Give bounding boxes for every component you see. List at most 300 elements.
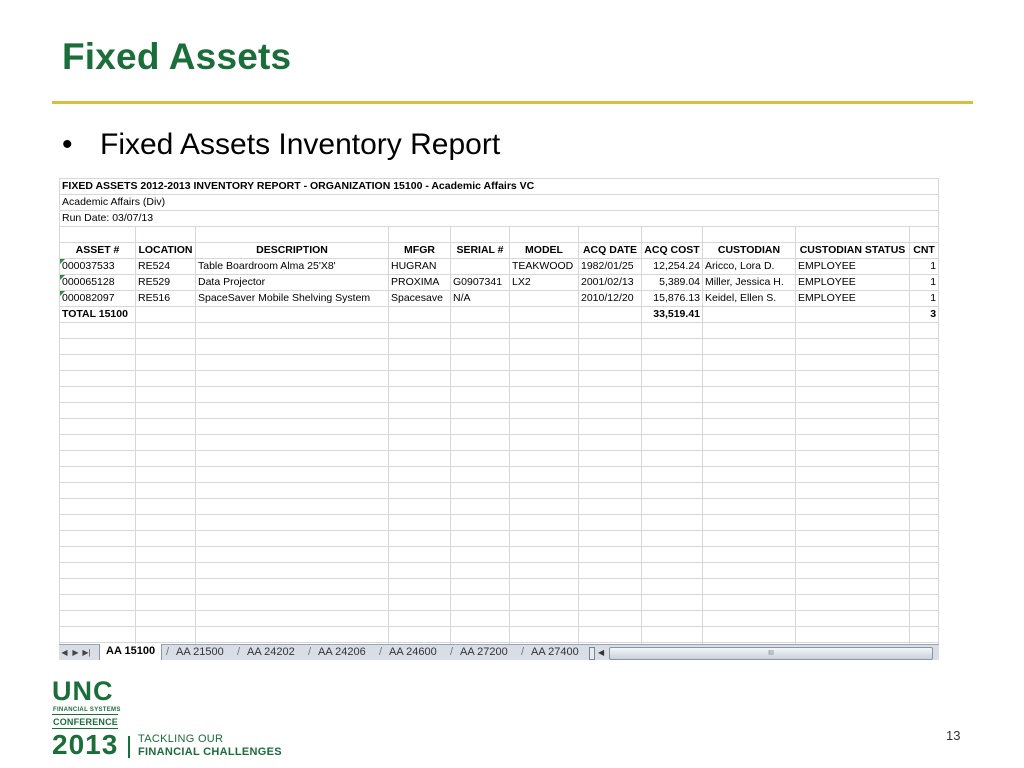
empty-cell[interactable] [642, 403, 703, 419]
empty-cell[interactable] [703, 307, 796, 323]
empty-cell[interactable] [703, 467, 796, 483]
column-header[interactable]: SERIAL # [451, 243, 510, 259]
empty-cell[interactable] [703, 451, 796, 467]
data-cell[interactable]: 12,254.24 [642, 259, 703, 275]
sheet-tab[interactable]: AA 24600 [389, 646, 437, 658]
empty-cell[interactable] [451, 371, 510, 387]
empty-cell[interactable] [910, 403, 939, 419]
run-date-cell[interactable]: Run Date: 03/07/13 [60, 211, 939, 227]
empty-cell[interactable] [579, 627, 642, 643]
empty-cell[interactable] [451, 387, 510, 403]
empty-cell[interactable] [196, 371, 389, 387]
empty-cell[interactable] [510, 339, 579, 355]
column-header[interactable]: CUSTODIAN [703, 243, 796, 259]
data-cell[interactable]: RE529 [136, 275, 196, 291]
empty-cell[interactable] [510, 435, 579, 451]
empty-cell[interactable] [60, 227, 136, 243]
empty-cell[interactable] [451, 403, 510, 419]
empty-cell[interactable] [60, 627, 136, 643]
empty-cell[interactable] [703, 563, 796, 579]
sheet-tab[interactable]: AA 27400 [531, 646, 579, 658]
empty-cell[interactable] [703, 387, 796, 403]
column-header[interactable]: MFGR [389, 243, 451, 259]
empty-cell[interactable] [389, 595, 451, 611]
empty-cell[interactable] [579, 563, 642, 579]
total-label-cell[interactable]: TOTAL 15100 [60, 307, 136, 323]
asset-number-cell[interactable]: 000082097 [60, 291, 136, 307]
empty-cell[interactable] [510, 307, 579, 323]
empty-cell[interactable] [796, 467, 910, 483]
empty-cell[interactable] [451, 419, 510, 435]
empty-cell[interactable] [389, 451, 451, 467]
empty-cell[interactable] [910, 627, 939, 643]
empty-cell[interactable] [136, 627, 196, 643]
empty-cell[interactable] [60, 323, 136, 339]
empty-cell[interactable] [910, 547, 939, 563]
empty-cell[interactable] [136, 531, 196, 547]
empty-cell[interactable] [451, 227, 510, 243]
empty-cell[interactable] [910, 531, 939, 547]
empty-cell[interactable] [389, 579, 451, 595]
empty-cell[interactable] [796, 451, 910, 467]
empty-cell[interactable] [510, 419, 579, 435]
empty-cell[interactable] [579, 387, 642, 403]
data-cell[interactable]: 1 [910, 275, 939, 291]
empty-cell[interactable] [910, 355, 939, 371]
empty-cell[interactable] [796, 515, 910, 531]
empty-cell[interactable] [136, 403, 196, 419]
empty-cell[interactable] [510, 403, 579, 419]
empty-cell[interactable] [703, 435, 796, 451]
empty-cell[interactable] [510, 483, 579, 499]
empty-cell[interactable] [136, 595, 196, 611]
empty-cell[interactable] [579, 483, 642, 499]
column-header[interactable]: CUSTODIAN STATUS [796, 243, 910, 259]
column-header[interactable]: DESCRIPTION [196, 243, 389, 259]
empty-cell[interactable] [796, 531, 910, 547]
data-cell[interactable] [451, 259, 510, 275]
empty-cell[interactable] [703, 499, 796, 515]
empty-cell[interactable] [579, 579, 642, 595]
empty-cell[interactable] [642, 563, 703, 579]
empty-cell[interactable] [579, 499, 642, 515]
empty-cell[interactable] [136, 499, 196, 515]
empty-cell[interactable] [796, 387, 910, 403]
empty-cell[interactable] [796, 355, 910, 371]
empty-cell[interactable] [451, 579, 510, 595]
empty-cell[interactable] [196, 387, 389, 403]
empty-cell[interactable] [510, 387, 579, 403]
empty-cell[interactable] [60, 387, 136, 403]
empty-cell[interactable] [703, 323, 796, 339]
empty-cell[interactable] [451, 451, 510, 467]
empty-cell[interactable] [642, 499, 703, 515]
empty-cell[interactable] [910, 595, 939, 611]
empty-cell[interactable] [703, 595, 796, 611]
data-cell[interactable]: EMPLOYEE [796, 291, 910, 307]
data-cell[interactable]: N/A [451, 291, 510, 307]
empty-cell[interactable] [389, 227, 451, 243]
empty-cell[interactable] [389, 419, 451, 435]
data-cell[interactable] [510, 291, 579, 307]
empty-cell[interactable] [451, 339, 510, 355]
empty-cell[interactable] [451, 483, 510, 499]
empty-cell[interactable] [60, 531, 136, 547]
data-cell[interactable]: Spacesave [389, 291, 451, 307]
empty-cell[interactable] [579, 355, 642, 371]
data-cell[interactable]: 2001/02/13 [579, 275, 642, 291]
column-header[interactable]: ASSET # [60, 243, 136, 259]
empty-cell[interactable] [510, 371, 579, 387]
empty-cell[interactable] [910, 467, 939, 483]
empty-cell[interactable] [196, 499, 389, 515]
last-sheet-icon[interactable]: ▶| [82, 648, 91, 657]
empty-cell[interactable] [510, 579, 579, 595]
empty-cell[interactable] [389, 483, 451, 499]
empty-cell[interactable] [136, 467, 196, 483]
empty-cell[interactable] [60, 595, 136, 611]
empty-cell[interactable] [389, 611, 451, 627]
empty-cell[interactable] [196, 307, 389, 323]
empty-cell[interactable] [796, 547, 910, 563]
empty-cell[interactable] [703, 611, 796, 627]
empty-cell[interactable] [389, 563, 451, 579]
empty-cell[interactable] [196, 547, 389, 563]
empty-cell[interactable] [642, 483, 703, 499]
empty-cell[interactable] [136, 563, 196, 579]
empty-cell[interactable] [451, 355, 510, 371]
empty-cell[interactable] [910, 451, 939, 467]
empty-cell[interactable] [796, 499, 910, 515]
empty-cell[interactable] [910, 387, 939, 403]
empty-cell[interactable] [60, 499, 136, 515]
horizontal-scrollbar[interactable] [589, 645, 939, 660]
empty-cell[interactable] [579, 323, 642, 339]
data-cell[interactable]: 1982/01/25 [579, 259, 642, 275]
empty-cell[interactable] [796, 419, 910, 435]
empty-cell[interactable] [642, 339, 703, 355]
empty-cell[interactable] [796, 371, 910, 387]
empty-cell[interactable] [196, 627, 389, 643]
empty-cell[interactable] [196, 403, 389, 419]
empty-cell[interactable] [196, 339, 389, 355]
empty-cell[interactable] [796, 403, 910, 419]
empty-cell[interactable] [451, 307, 510, 323]
report-title-cell[interactable]: FIXED ASSETS 2012-2013 INVENTORY REPORT - ORGANIZATION 15100 - Academic Affairs VC [60, 179, 939, 195]
empty-cell[interactable] [579, 595, 642, 611]
empty-cell[interactable] [60, 451, 136, 467]
empty-cell[interactable] [796, 435, 910, 451]
empty-cell[interactable] [910, 339, 939, 355]
empty-cell[interactable] [579, 467, 642, 483]
empty-cell[interactable] [579, 227, 642, 243]
empty-cell[interactable] [510, 499, 579, 515]
empty-cell[interactable] [136, 323, 196, 339]
empty-cell[interactable] [136, 355, 196, 371]
empty-cell[interactable] [796, 611, 910, 627]
empty-cell[interactable] [451, 323, 510, 339]
empty-cell[interactable] [136, 611, 196, 627]
empty-cell[interactable] [910, 371, 939, 387]
data-cell[interactable]: Miller, Jessica H. [703, 275, 796, 291]
sheet-tab[interactable]: AA 15100 [99, 644, 162, 660]
empty-cell[interactable] [703, 419, 796, 435]
empty-cell[interactable] [796, 323, 910, 339]
data-cell[interactable]: G0907341 [451, 275, 510, 291]
empty-cell[interactable] [703, 531, 796, 547]
empty-cell[interactable] [579, 531, 642, 547]
empty-cell[interactable] [910, 515, 939, 531]
empty-cell[interactable] [910, 419, 939, 435]
empty-cell[interactable] [796, 339, 910, 355]
empty-cell[interactable] [196, 531, 389, 547]
data-cell[interactable]: Aricco, Lora D. [703, 259, 796, 275]
sheet-tab[interactable]: AA 21500 [176, 646, 224, 658]
empty-cell[interactable] [579, 403, 642, 419]
empty-cell[interactable] [389, 531, 451, 547]
empty-cell[interactable] [579, 547, 642, 563]
empty-cell[interactable] [196, 595, 389, 611]
empty-cell[interactable] [60, 611, 136, 627]
empty-cell[interactable] [60, 563, 136, 579]
empty-cell[interactable] [60, 339, 136, 355]
empty-cell[interactable] [796, 563, 910, 579]
empty-cell[interactable] [136, 547, 196, 563]
total-count-cell[interactable]: 3 [910, 307, 939, 323]
column-header[interactable]: CNT [910, 243, 939, 259]
empty-cell[interactable] [910, 499, 939, 515]
empty-cell[interactable] [796, 579, 910, 595]
empty-cell[interactable] [510, 227, 579, 243]
column-header[interactable]: LOCATION [136, 243, 196, 259]
empty-cell[interactable] [703, 227, 796, 243]
empty-cell[interactable] [389, 339, 451, 355]
empty-cell[interactable] [60, 371, 136, 387]
tab-split-handle[interactable] [589, 647, 595, 660]
empty-cell[interactable] [510, 547, 579, 563]
empty-cell[interactable] [579, 371, 642, 387]
data-cell[interactable]: 2010/12/20 [579, 291, 642, 307]
empty-cell[interactable] [642, 595, 703, 611]
empty-cell[interactable] [136, 339, 196, 355]
data-cell[interactable]: HUGRAN [389, 259, 451, 275]
empty-cell[interactable] [136, 579, 196, 595]
sheet-tab[interactable]: AA 27200 [460, 646, 508, 658]
sheet-tab[interactable]: AA 24202 [247, 646, 295, 658]
empty-cell[interactable] [136, 483, 196, 499]
empty-cell[interactable] [642, 387, 703, 403]
empty-cell[interactable] [642, 371, 703, 387]
empty-cell[interactable] [451, 563, 510, 579]
empty-cell[interactable] [389, 387, 451, 403]
empty-cell[interactable] [136, 451, 196, 467]
empty-cell[interactable] [196, 579, 389, 595]
empty-cell[interactable] [579, 515, 642, 531]
empty-cell[interactable] [451, 435, 510, 451]
empty-cell[interactable] [703, 355, 796, 371]
column-header[interactable]: ACQ COST [642, 243, 703, 259]
data-cell[interactable]: Keidel, Ellen S. [703, 291, 796, 307]
data-cell[interactable]: RE516 [136, 291, 196, 307]
data-cell[interactable]: EMPLOYEE [796, 259, 910, 275]
empty-cell[interactable] [642, 355, 703, 371]
empty-cell[interactable] [451, 531, 510, 547]
empty-cell[interactable] [703, 483, 796, 499]
empty-cell[interactable] [910, 435, 939, 451]
scroll-thumb[interactable] [609, 647, 933, 660]
empty-cell[interactable] [60, 547, 136, 563]
empty-cell[interactable] [910, 563, 939, 579]
data-cell[interactable]: Table Boardroom Alma 25'X8' [196, 259, 389, 275]
sheet-tab[interactable]: AA 24206 [318, 646, 366, 658]
empty-cell[interactable] [910, 483, 939, 499]
empty-cell[interactable] [196, 467, 389, 483]
empty-cell[interactable] [642, 467, 703, 483]
empty-cell[interactable] [642, 419, 703, 435]
empty-cell[interactable] [642, 227, 703, 243]
empty-cell[interactable] [510, 467, 579, 483]
empty-cell[interactable] [510, 355, 579, 371]
empty-cell[interactable] [60, 467, 136, 483]
empty-cell[interactable] [451, 515, 510, 531]
empty-cell[interactable] [389, 355, 451, 371]
empty-cell[interactable] [703, 547, 796, 563]
empty-cell[interactable] [703, 579, 796, 595]
empty-cell[interactable] [60, 419, 136, 435]
empty-cell[interactable] [579, 307, 642, 323]
empty-cell[interactable] [136, 387, 196, 403]
data-cell[interactable]: TEAKWOOD [510, 259, 579, 275]
empty-cell[interactable] [136, 515, 196, 531]
empty-cell[interactable] [60, 579, 136, 595]
empty-cell[interactable] [389, 547, 451, 563]
empty-cell[interactable] [796, 307, 910, 323]
empty-cell[interactable] [60, 435, 136, 451]
empty-cell[interactable] [703, 371, 796, 387]
empty-cell[interactable] [642, 323, 703, 339]
data-cell[interactable]: PROXIMA [389, 275, 451, 291]
empty-cell[interactable] [703, 515, 796, 531]
empty-cell[interactable] [796, 595, 910, 611]
empty-cell[interactable] [196, 451, 389, 467]
next-sheet-icon[interactable]: ▶ [72, 648, 79, 657]
empty-cell[interactable] [136, 435, 196, 451]
empty-cell[interactable] [389, 467, 451, 483]
division-cell[interactable]: Academic Affairs (Div) [60, 195, 939, 211]
empty-cell[interactable] [451, 547, 510, 563]
empty-cell[interactable] [642, 579, 703, 595]
empty-cell[interactable] [796, 227, 910, 243]
empty-cell[interactable] [510, 627, 579, 643]
data-cell[interactable]: 5,389.04 [642, 275, 703, 291]
empty-cell[interactable] [451, 627, 510, 643]
empty-cell[interactable] [510, 563, 579, 579]
empty-cell[interactable] [642, 515, 703, 531]
empty-cell[interactable] [642, 611, 703, 627]
empty-cell[interactable] [642, 435, 703, 451]
data-cell[interactable]: SpaceSaver Mobile Shelving System [196, 291, 389, 307]
empty-cell[interactable] [389, 323, 451, 339]
empty-cell[interactable] [60, 403, 136, 419]
empty-cell[interactable] [196, 323, 389, 339]
empty-cell[interactable] [389, 499, 451, 515]
data-cell[interactable]: Data Projector [196, 275, 389, 291]
empty-cell[interactable] [579, 611, 642, 627]
empty-cell[interactable] [642, 547, 703, 563]
empty-cell[interactable] [703, 627, 796, 643]
empty-cell[interactable] [451, 595, 510, 611]
first-sheet-icon[interactable]: ◀ [61, 648, 68, 657]
empty-cell[interactable] [196, 227, 389, 243]
empty-cell[interactable] [703, 339, 796, 355]
empty-cell[interactable] [510, 515, 579, 531]
empty-cell[interactable] [136, 307, 196, 323]
empty-cell[interactable] [196, 419, 389, 435]
empty-cell[interactable] [389, 307, 451, 323]
data-cell[interactable]: 15,876.13 [642, 291, 703, 307]
empty-cell[interactable] [196, 515, 389, 531]
asset-number-cell[interactable]: 000065128 [60, 275, 136, 291]
empty-cell[interactable] [910, 323, 939, 339]
empty-cell[interactable] [910, 611, 939, 627]
empty-cell[interactable] [60, 515, 136, 531]
empty-cell[interactable] [579, 451, 642, 467]
empty-cell[interactable] [196, 355, 389, 371]
empty-cell[interactable] [510, 323, 579, 339]
empty-cell[interactable] [796, 483, 910, 499]
empty-cell[interactable] [389, 403, 451, 419]
empty-cell[interactable] [642, 627, 703, 643]
empty-cell[interactable] [579, 419, 642, 435]
empty-cell[interactable] [451, 467, 510, 483]
empty-cell[interactable] [136, 419, 196, 435]
empty-cell[interactable] [510, 451, 579, 467]
empty-cell[interactable] [196, 563, 389, 579]
empty-cell[interactable] [579, 435, 642, 451]
empty-cell[interactable] [451, 499, 510, 515]
total-cost-cell[interactable]: 33,519.41 [642, 307, 703, 323]
empty-cell[interactable] [642, 451, 703, 467]
scroll-left-icon[interactable]: ◀ [598, 648, 605, 657]
empty-cell[interactable] [196, 483, 389, 499]
empty-cell[interactable] [196, 435, 389, 451]
empty-cell[interactable] [796, 627, 910, 643]
empty-cell[interactable] [389, 435, 451, 451]
empty-cell[interactable] [389, 371, 451, 387]
empty-cell[interactable] [703, 403, 796, 419]
data-cell[interactable]: LX2 [510, 275, 579, 291]
data-cell[interactable]: 1 [910, 291, 939, 307]
asset-number-cell[interactable]: 000037533 [60, 259, 136, 275]
empty-cell[interactable] [136, 371, 196, 387]
empty-cell[interactable] [510, 611, 579, 627]
data-cell[interactable]: RE524 [136, 259, 196, 275]
empty-cell[interactable] [389, 627, 451, 643]
column-header[interactable]: ACQ DATE [579, 243, 642, 259]
empty-cell[interactable] [136, 227, 196, 243]
empty-cell[interactable] [579, 339, 642, 355]
empty-cell[interactable] [451, 611, 510, 627]
empty-cell[interactable] [60, 355, 136, 371]
empty-cell[interactable] [910, 579, 939, 595]
empty-cell[interactable] [510, 595, 579, 611]
empty-cell[interactable] [642, 531, 703, 547]
empty-cell[interactable] [910, 227, 939, 243]
column-header[interactable]: MODEL [510, 243, 579, 259]
empty-cell[interactable] [60, 483, 136, 499]
empty-cell[interactable] [510, 531, 579, 547]
empty-cell[interactable] [196, 611, 389, 627]
